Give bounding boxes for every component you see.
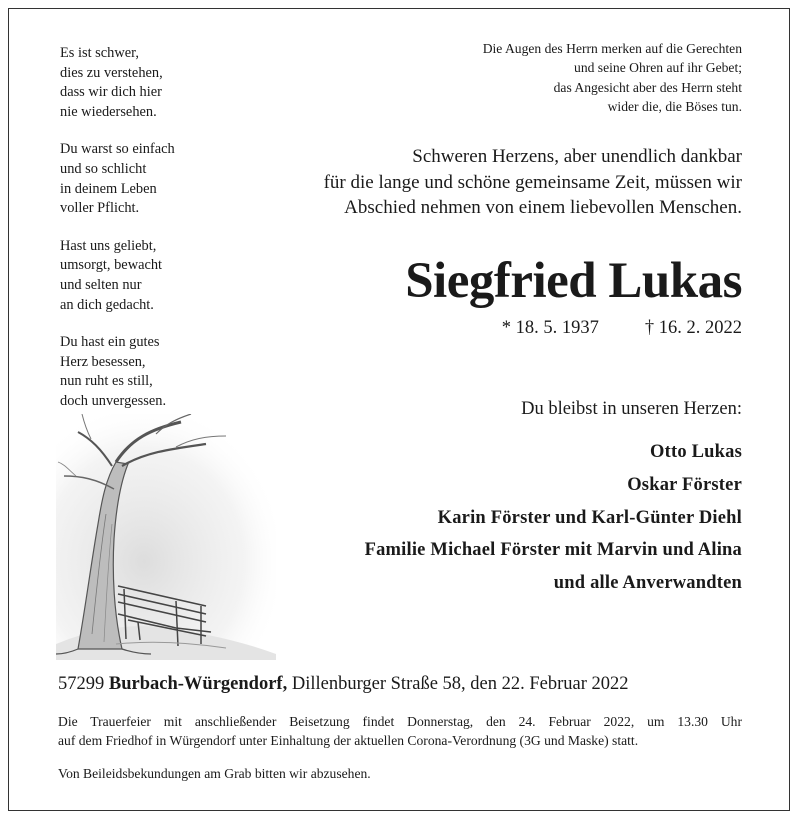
death-date: † 16. 2. 2022: [644, 318, 742, 338]
condolence-note: Von Beileidsbekundungen am Grab bitten wir abzusehen.: [58, 766, 371, 781]
birth-date: * 18. 5. 1937: [501, 318, 599, 338]
tree-and-bench-icon: [56, 414, 276, 660]
notice-line: Die Trauerfeier mit anschließender Beisetzung findet Donnerstag, den 24. Februar 2022, um 13.30 Uhr: [58, 714, 742, 729]
mourners-intro: Du bleibst in unseren Herzen:: [521, 399, 742, 419]
life-dates: [502, 318, 742, 339]
poem-line: nun ruht es still,: [60, 373, 153, 390]
poem-line: dass wir dich hier: [60, 84, 162, 101]
postcode: 57299: [58, 674, 105, 694]
poem-stanza: [60, 333, 260, 411]
mourner: Familie Michael Förster mit Marvin und Alina: [364, 540, 742, 561]
poem-line: und selten nur: [60, 276, 142, 293]
poem-stanza: [60, 44, 260, 122]
notice-line: auf dem Friedhof in Würgendorf unter Einhaltung der aktuellen Corona-Verordnung (3G und Maske) statt.: [58, 733, 639, 748]
psalm-line: und seine Ohren auf ihr Gebet;: [574, 60, 742, 76]
poem-line: Es ist schwer,: [60, 45, 139, 61]
deceased-name: Siegfried Lukas: [405, 253, 742, 309]
psalm-line: Die Augen des Herrn merken auf die Gerechten: [482, 41, 742, 56]
poem-line: Hast uns geliebt,: [60, 237, 157, 254]
mourner: und alle Anverwandten: [553, 573, 742, 594]
intro-line: Schweren Herzens, aber unendlich dankbar: [412, 146, 742, 167]
mourner: Oskar Förster: [627, 474, 742, 495]
psalm-line: das Angesicht aber des Herrn steht: [553, 79, 742, 95]
mourner: Otto Lukas: [650, 442, 742, 462]
poem: [60, 44, 260, 430]
psalm-quote: [483, 39, 742, 117]
poem-line: Du hast ein gutes: [60, 334, 160, 351]
intro-line: für die lange und schöne gemeinsame Zeit, müssen wir: [323, 171, 742, 193]
poem-line: Du warst so einfach: [60, 141, 175, 158]
poem-stanza: [60, 237, 260, 315]
intro-line: Abschied nehmen von einem liebevollen Menschen.: [344, 197, 742, 218]
funeral-notice: [58, 712, 742, 750]
street-and-date: Dillenburger Straße 58, den 22. Februar 2022: [291, 674, 629, 694]
poem-stanza: [60, 140, 260, 218]
poem-line: nie wiedersehen.: [60, 103, 157, 120]
poem-line: umsorgt, bewacht: [60, 257, 163, 274]
poem-line: voller Pflicht.: [60, 200, 140, 217]
address-line: [58, 674, 629, 695]
psalm-line: wider die, die Böses tun.: [607, 99, 742, 115]
poem-line: dies zu verstehen,: [60, 64, 163, 81]
mourners-list: [365, 436, 742, 600]
poem-line: an dich gedacht.: [60, 296, 154, 313]
town: Burbach-Würgendorf,: [108, 674, 288, 694]
poem-line: in deinem Leben: [60, 180, 157, 197]
poem-line: und so schlicht: [60, 160, 147, 177]
mourner: Karin Förster und Karl-Günter Diehl: [437, 507, 742, 528]
poem-line: doch unvergessen.: [60, 392, 167, 409]
intro-text: [324, 144, 742, 221]
poem-line: Herz besessen,: [60, 353, 146, 370]
